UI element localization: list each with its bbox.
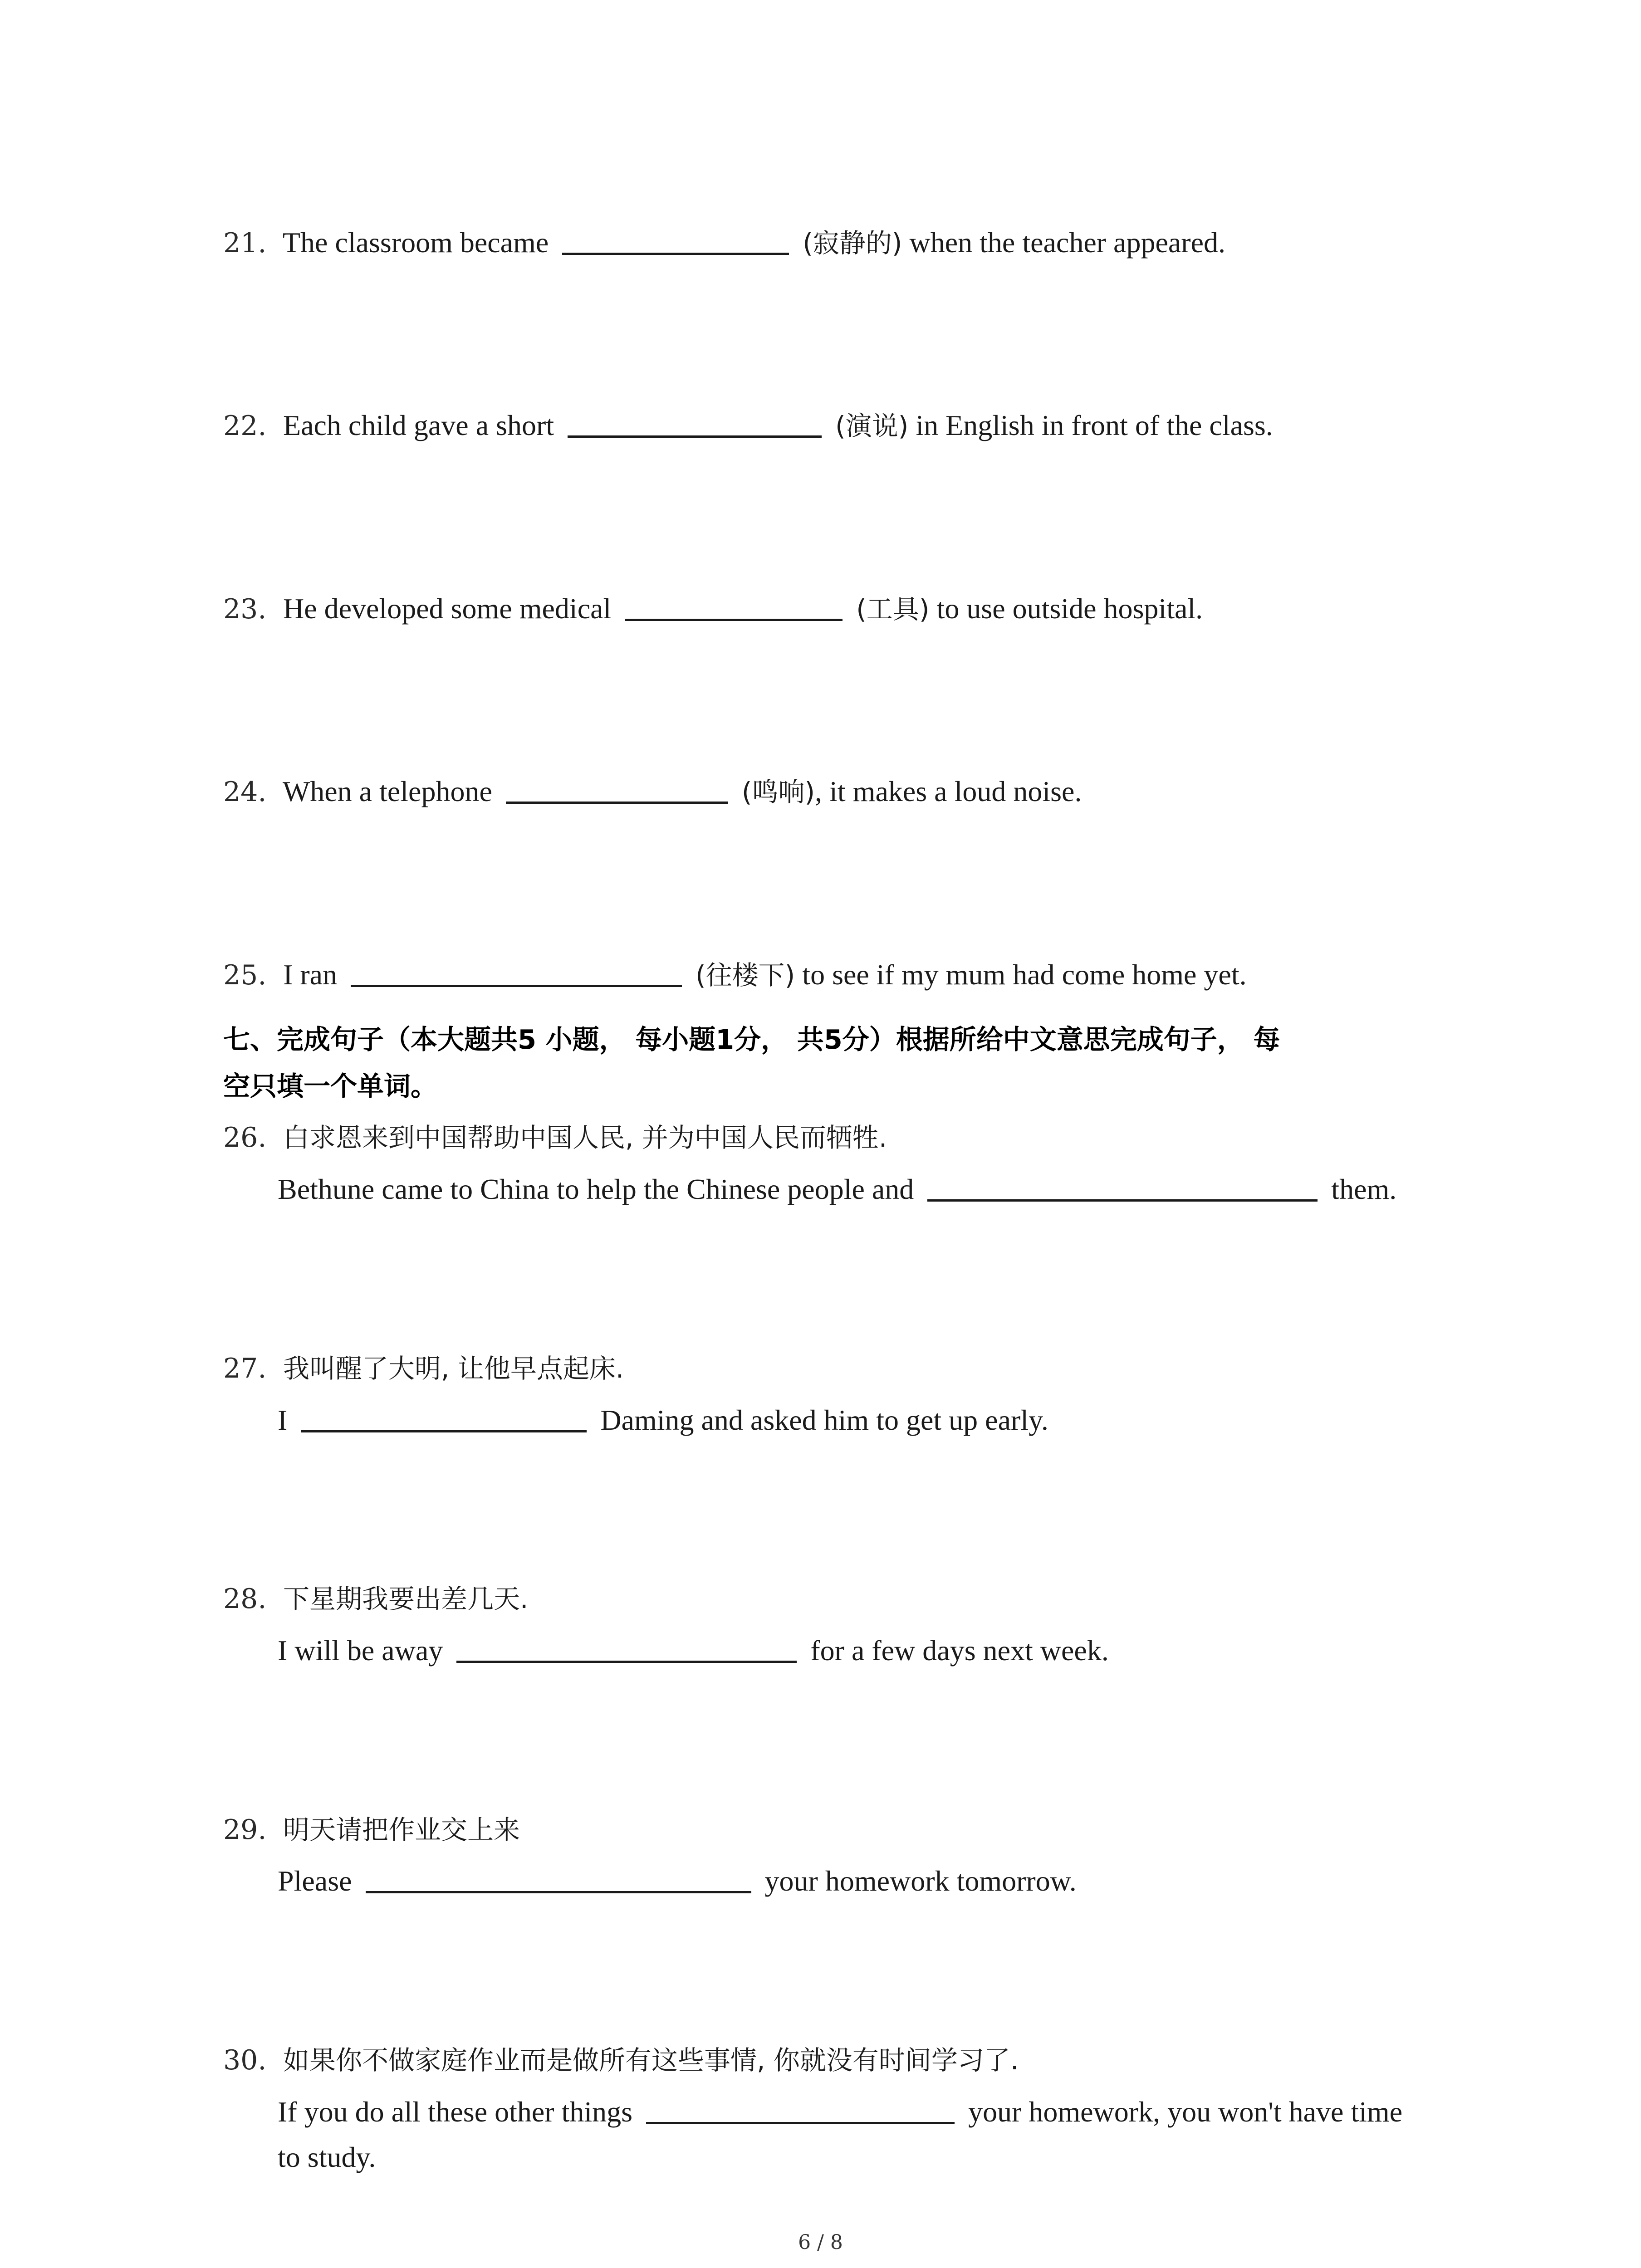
question-text-before: When a telephone [282,775,492,807]
question-24 [223,777,1082,806]
sentence-text-after: your homework tomorrow. [764,1865,1077,1897]
chinese-sentence: 下星期我要出差几天. [283,1584,529,1614]
sentence-text-after: your homework, you won't have time [968,2096,1403,2128]
question-number: 25. [223,959,267,991]
answer-blank[interactable] [366,1887,751,1893]
question-22 [223,411,1273,440]
chinese-sentence: 如果你不做家庭作业而是做所有这些事情, 你就没有时间学习了. [283,2045,1019,2076]
answer-blank[interactable] [456,1656,797,1663]
answer-blank[interactable] [301,1426,587,1432]
question-26-chinese [223,1123,887,1152]
answer-blank[interactable] [351,980,682,987]
question-28-english [278,1636,1109,1665]
question-text-after: in English in front of the class. [916,409,1273,441]
question-30-english [278,2097,1402,2126]
question-text-after: to use outside hospital. [936,592,1203,625]
answer-blank[interactable] [646,2117,955,2124]
answer-blank[interactable] [562,248,789,255]
question-text-after: , it makes a loud noise. [815,775,1082,807]
question-29-english [278,1867,1077,1896]
chinese-hint: (演说) [835,411,909,441]
sentence-text-before: I will be away [278,1634,443,1667]
answer-blank[interactable] [625,614,843,621]
question-number: 29. [223,1814,267,1846]
page-number: 6 / 8 [798,2231,843,2254]
question-30-chinese [223,2045,1019,2074]
question-21 [223,228,1225,257]
chinese-hint: (往楼下) [696,960,795,991]
sentence-text-before: If you do all these other things [278,2096,633,2128]
sentence-text-before: Please [278,1865,352,1897]
chinese-hint: (工具) [856,594,930,625]
chinese-hint: (寂静的) [803,228,902,259]
chinese-hint: (鸣响) [741,777,815,807]
question-28-chinese [223,1584,528,1613]
chinese-sentence: 白求恩来到中国帮助中国人民, 并为中国人民而牺牲. [283,1122,887,1153]
sentence-text-before: Bethune came to China to help the Chinese people and [278,1173,914,1205]
question-27-chinese [223,1354,624,1383]
question-number: 23. [223,593,267,625]
question-number: 27. [223,1353,267,1384]
question-number: 21. [223,227,267,259]
sentence-text-before: I [278,1404,288,1436]
question-text-before: Each child gave a short [283,409,554,441]
question-number: 22. [223,410,267,442]
question-27-english [278,1406,1048,1435]
chinese-sentence: 明天请把作业交上来 [283,1814,520,1845]
sentence-text-after: them. [1331,1173,1397,1205]
answer-blank[interactable] [506,797,728,804]
question-29-chinese [223,1815,520,1844]
question-number: 28. [223,1583,267,1615]
question-number: 26. [223,1122,267,1154]
question-text-after: when the teacher appeared. [909,226,1225,259]
question-number: 24. [223,776,267,808]
question-30-continuation: to study. [278,2141,376,2173]
answer-blank[interactable] [568,431,822,438]
chinese-sentence: 我叫醒了大明, 让他早点起床. [283,1353,624,1384]
sentence-text-after: for a few days next week. [810,1634,1109,1667]
question-23 [223,594,1203,623]
question-text-after: to see if my mum had come home yet. [802,958,1247,991]
section-heading-line-1: 七、完成句子（本大题共5 小题， 每小题1分， 共5分）根据所给中文意思完成句子， 每 [223,1024,1280,1055]
question-25 [223,960,1247,989]
question-text-before: The classroom became [282,226,549,259]
sentence-text-after: Daming and asked him to get up early. [600,1404,1048,1436]
question-number: 30. [223,2044,267,2076]
question-text-before: He developed some medical [283,592,612,625]
question-text-before: I ran [283,958,338,991]
section-heading-line-2: 空只填一个单词。 [223,1070,438,1102]
answer-blank[interactable] [927,1195,1318,1202]
question-26-english [278,1175,1396,1204]
